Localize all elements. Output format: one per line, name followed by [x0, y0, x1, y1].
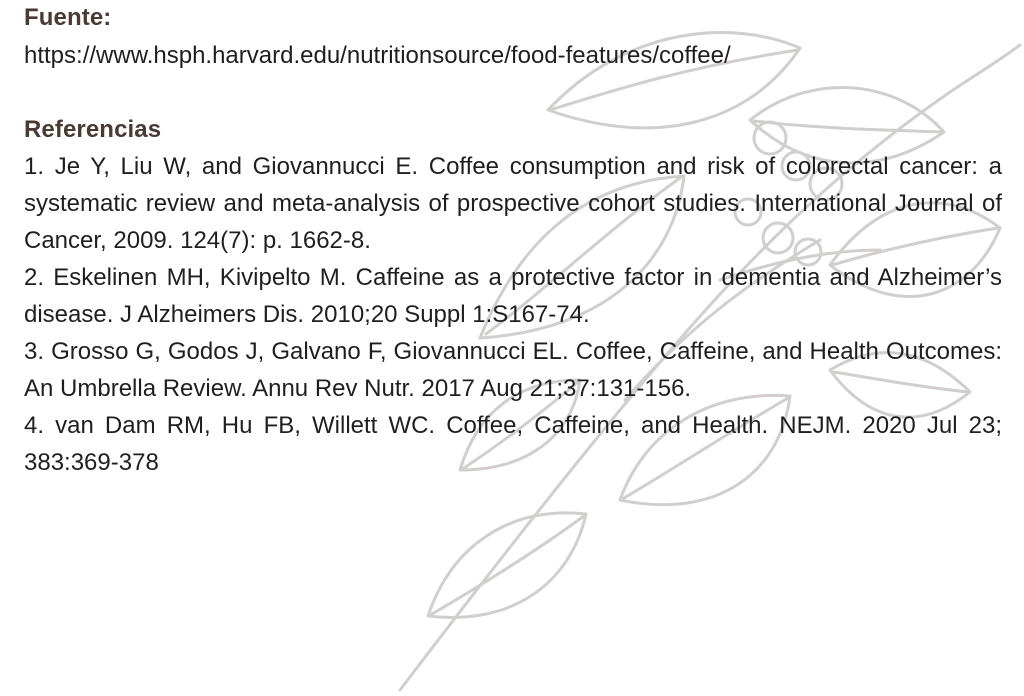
reference-item-1: 1. Je Y, Liu W, and Giovannucci E. Coffee consumption and risk of colorectal cancer: a systematic review and meta-analysis of prospective cohort studies. International Journal of Cancer, 2009. 124(7): p. 1662-8.: [24, 153, 1002, 254]
references-list: [24, 148, 1002, 481]
reference-item-4: 4. van Dam RM, Hu FB, Willett WC. Coffee, Caffeine, and Health. NEJM. 2020 Jul 23; 383:369-378: [24, 412, 1002, 476]
reference-item-2: 2. Eskelinen MH, Kivipelto M. Caffeine as a protective factor in dementia and Alzheimer’s disease. J Alzheimers Dis. 2010;20 Suppl 1:S167-74.: [24, 264, 1002, 328]
source-url: https://www.hsph.harvard.edu/nutritionsource/food-features/coffee/: [24, 42, 731, 69]
document-content: [24, 0, 1002, 481]
source-heading: Fuente:: [24, 4, 112, 31]
references-heading: Referencias: [24, 116, 162, 143]
reference-item-3: 3. Grosso G, Godos J, Galvano F, Giovannucci EL. Coffee, Caffeine, and Health Outcomes: An Umbrella Review. Annu Rev Nutr. 2017 Aug 21;37:131-156.: [24, 338, 1002, 402]
